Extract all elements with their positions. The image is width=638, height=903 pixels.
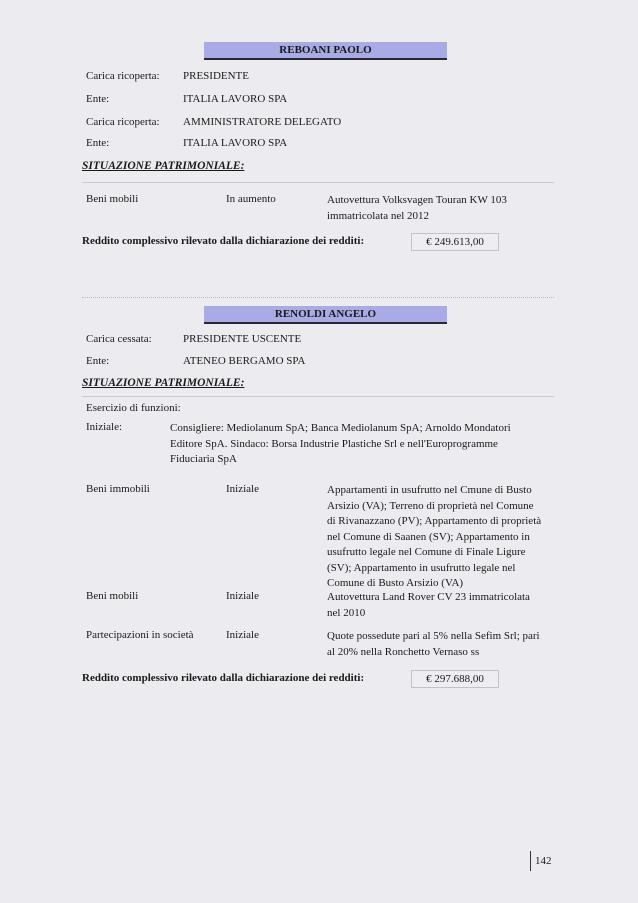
person2-asset1-status: Iniziale — [226, 590, 259, 602]
person1-row1-value: ITALIA LAVORO SPA — [183, 93, 288, 105]
iniziale-desc: Consigliere: Mediolanum SpA; Banca Mediolanum SpA; Arnoldo Mondatori Editore SpA. Sindaco: Borsa Industrie Plastiche Srl e nell'Europrogramme Fiduciaria SpA — [170, 422, 511, 465]
person1-row3-value: ITALIA LAVORO SPA — [183, 137, 288, 149]
person1-row2-value: AMMINISTRATORE DELEGATO — [183, 116, 342, 128]
person2-section-title: SITUAZIONE PATRIMONIALE: — [82, 377, 245, 389]
person2-asset0-type: Beni immobili — [86, 483, 150, 495]
person1-row2-label: Carica ricoperta: — [86, 116, 160, 128]
person2-asset2-status: Iniziale — [226, 629, 259, 641]
person2-income-value: € 297.688,00 — [411, 670, 499, 688]
person2-row0-value: PRESIDENTE USCENTE — [183, 333, 302, 345]
person1-divider — [82, 182, 554, 183]
person2-asset1-type: Beni mobili — [86, 590, 139, 602]
person2-row1-label: Ente: — [86, 355, 110, 367]
esercizio-label: Esercizio di funzioni: — [86, 402, 181, 414]
person2-income-label: Reddito complessivo rilevato dalla dichiarazione dei redditi: — [82, 672, 365, 684]
person2-row1-value: ATENEO BERGAMO SPA — [183, 355, 306, 367]
page-number: 142 — [530, 851, 552, 871]
person2-asset2-type: Partecipazioni in società — [86, 629, 194, 641]
person1-asset0-desc: Autovettura Volksvagen Touran KW 103 immatricolata nel 2012 — [327, 194, 507, 222]
person1-row0-label: Carica ricoperta: — [86, 70, 160, 82]
person1-income-label: Reddito complessivo rilevato dalla dichiarazione dei redditi: — [82, 235, 365, 247]
person2-asset0-status: Iniziale — [226, 483, 259, 495]
iniziale-label: Iniziale: — [86, 421, 123, 433]
person1-row3-label: Ente: — [86, 137, 110, 149]
person1-section-title: SITUAZIONE PATRIMONIALE: — [82, 160, 245, 172]
person2-asset1-desc: Autovettura Land Rover CV 23 immatricolata nel 2010 — [327, 591, 530, 619]
person2-asset0-desc: Appartamenti in usufrutto nel Cmune di Busto Arsizio (VA); Terreno di proprietà nel Comune di Rivanazzano (PV); Appartamento di proprietà nel Comune di Saanen (SV); Appartamento in usufrutto legale nel Comune di Finale Ligure (SV); Appartamento in usufrutto legale nel Comune di Busto Arsizio (VA) — [327, 484, 542, 589]
person2-name-bar: RENOLDI ANGELO — [204, 306, 447, 324]
person2-row0-label: Carica cessata: — [86, 333, 152, 345]
person2-asset2-desc: Quote possedute pari al 5% nella Sefim Srl; pari al 20% nella Ronchetto Vernaso ss — [327, 630, 540, 658]
person1-asset0-status: In aumento — [226, 193, 276, 205]
person1-row1-label: Ente: — [86, 93, 110, 105]
person1-row0-value: PRESIDENTE — [183, 70, 249, 82]
person2-divider — [82, 396, 554, 397]
section-separator — [82, 297, 554, 298]
person1-income-value: € 249.613,00 — [411, 233, 499, 251]
person1-asset0-type: Beni mobili — [86, 193, 139, 205]
person1-name-bar: REBOANI PAOLO — [204, 42, 447, 60]
